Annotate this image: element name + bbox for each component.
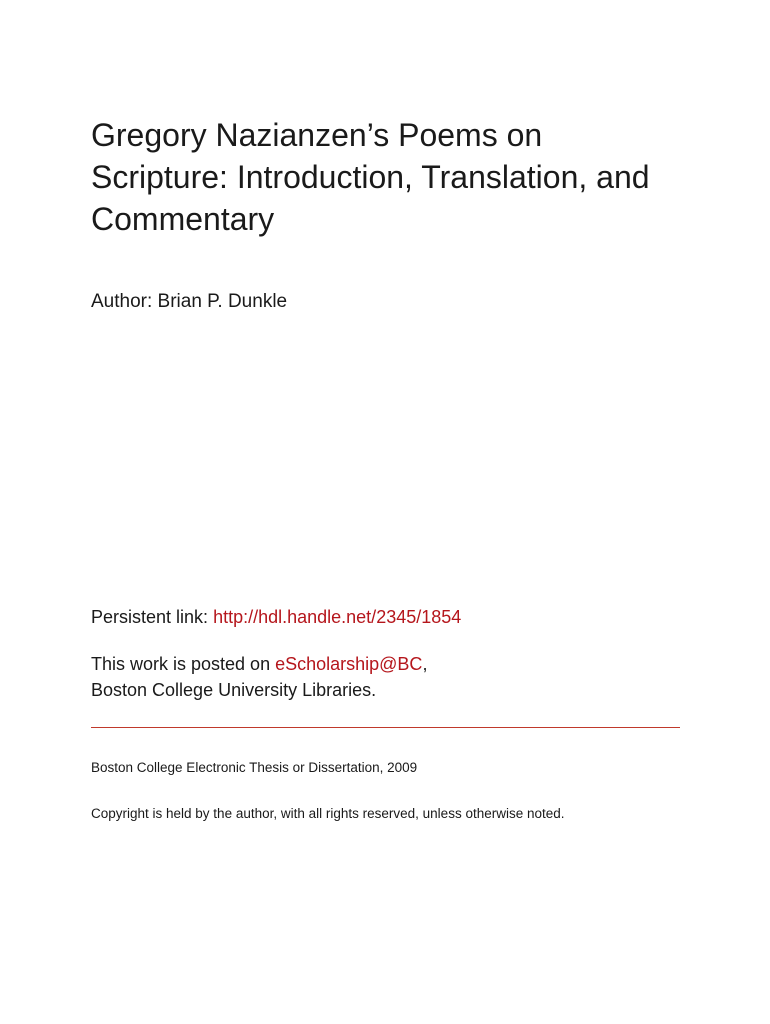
title-line: Scripture: Introduction, Translation, and bbox=[91, 159, 650, 195]
author-line bbox=[91, 288, 287, 316]
author-label: Author: bbox=[91, 291, 153, 312]
thesis-note: Boston College Electronic Thesis or Dissertation, 2009 bbox=[91, 760, 418, 775]
document-title bbox=[91, 114, 691, 240]
title-line: Gregory Nazianzen’s Poems on bbox=[91, 117, 543, 153]
persistent-link-label: Persistent link: bbox=[91, 607, 209, 627]
divider-rule bbox=[91, 727, 680, 728]
posted-suffix: , bbox=[422, 654, 428, 674]
persistent-link-line bbox=[91, 604, 461, 630]
posted-notice bbox=[91, 651, 427, 703]
author-name: Brian P. Dunkle bbox=[157, 291, 288, 312]
copyright-note: Copyright is held by the author, with all rights reserved, unless otherwise noted. bbox=[91, 806, 565, 821]
posted-line-1 bbox=[91, 651, 427, 677]
persistent-link[interactable]: http://hdl.handle.net/2345/1854 bbox=[213, 607, 462, 627]
title-line: Commentary bbox=[91, 201, 275, 237]
escholarship-link[interactable]: eScholarship@BC bbox=[275, 654, 423, 674]
posted-prefix: This work is posted on bbox=[91, 654, 271, 674]
posted-line-2: Boston College University Libraries. bbox=[91, 680, 377, 700]
